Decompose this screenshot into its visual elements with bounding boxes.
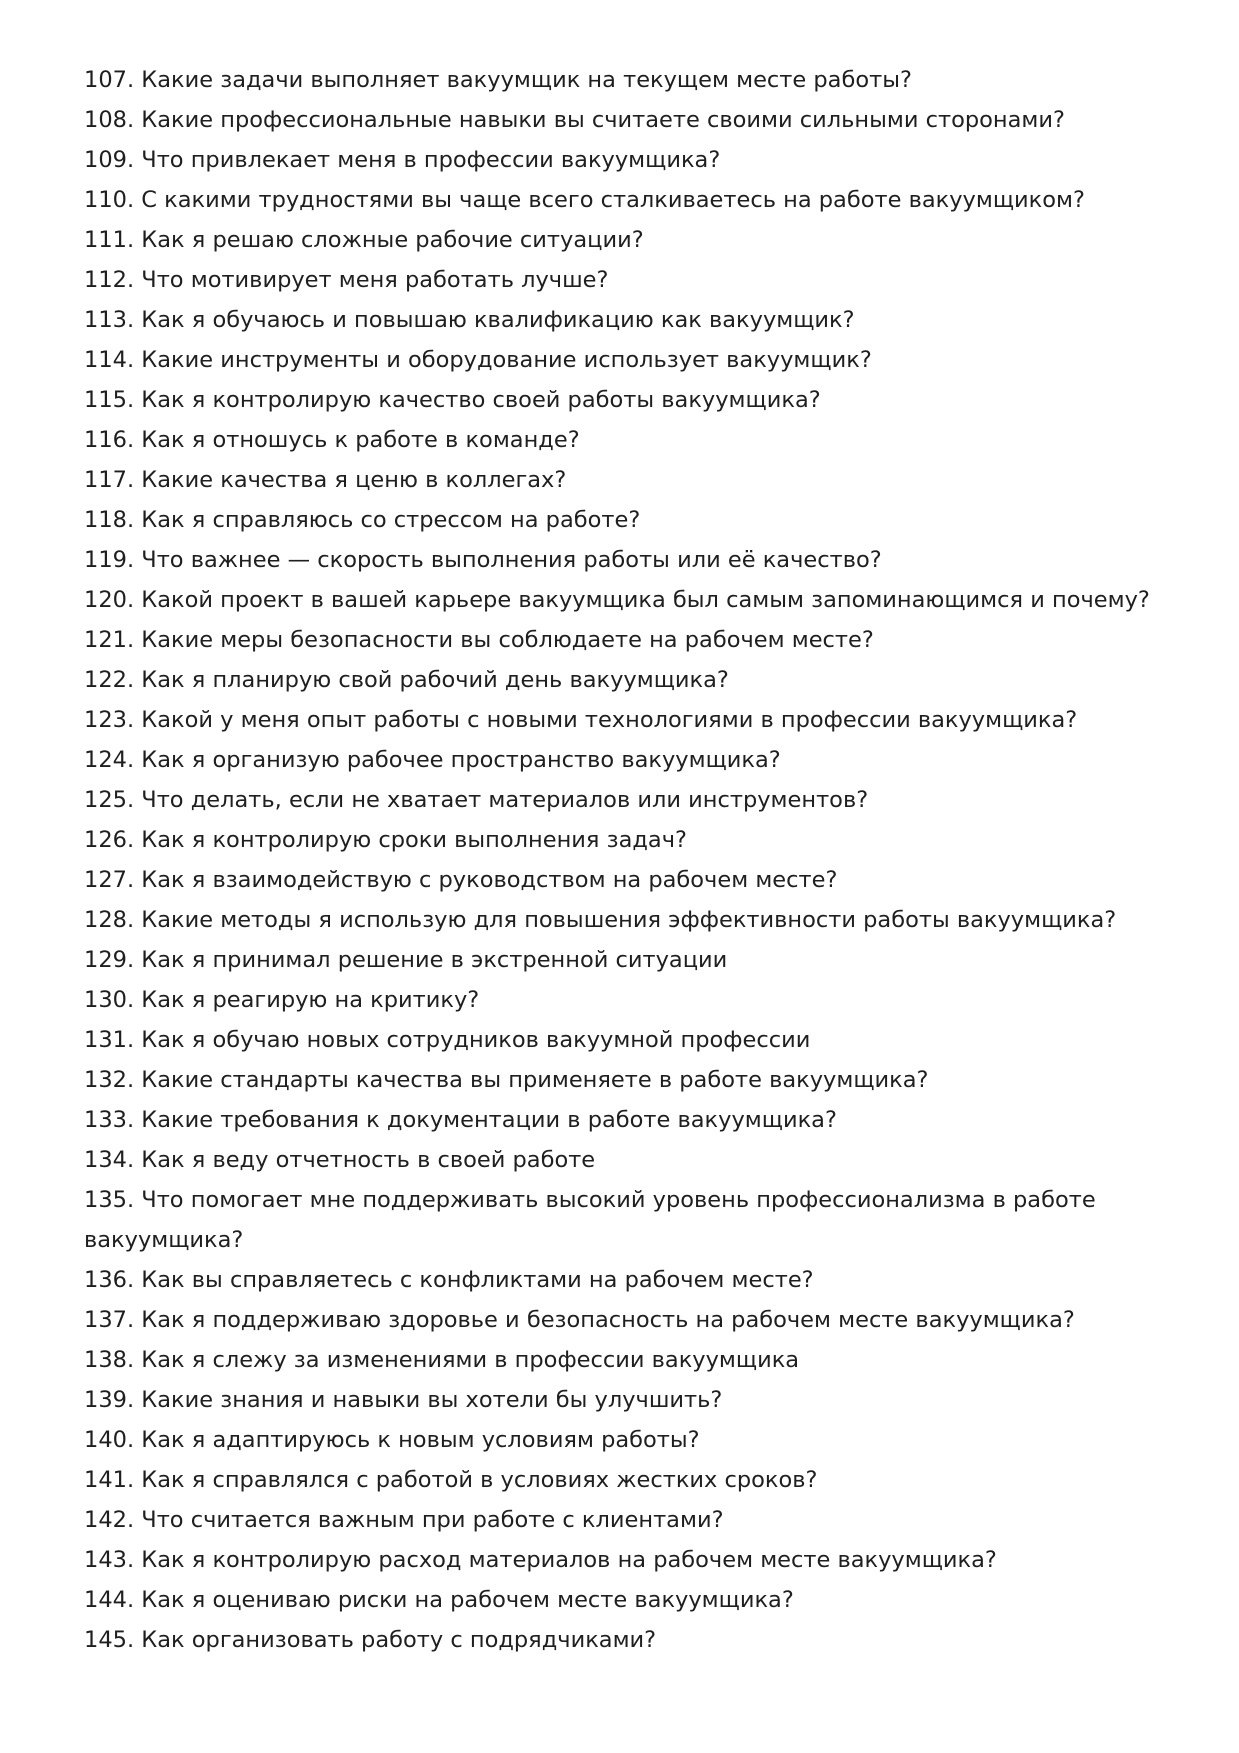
question-number: 142. [84,1507,135,1533]
question-text: Что мотивирует меня работать лучше? [141,267,609,293]
question-text: Как я поддерживаю здоровье и безопасность на рабочем месте вакуумщика? [141,1307,1075,1333]
question-number: 133. [84,1107,135,1133]
question-text: Что помогает мне поддерживать высокий уровень профессионализма в работе вакуумщика? [84,1187,1096,1253]
question-text: Как я адаптируюсь к новым условиям работы? [141,1427,700,1453]
question-number: 113. [84,307,135,333]
question-item [84,1380,1144,1420]
question-text: Как я контролирую расход материалов на рабочем месте вакуумщика? [141,1547,997,1573]
question-item [84,1580,1144,1620]
question-item [84,60,1144,100]
question-number: 118. [84,507,135,533]
question-text: Как организовать работу с подрядчиками? [141,1627,657,1653]
question-text: Какие стандарты качества вы применяете в работе вакуумщика? [141,1067,929,1093]
question-item [84,540,1144,580]
question-item [84,260,1144,300]
question-number: 140. [84,1427,135,1453]
question-number: 111. [84,227,135,253]
question-number: 139. [84,1387,135,1413]
question-number: 117. [84,467,135,493]
question-text: Какие задачи выполняет вакуумщик на текущем месте работы? [141,67,912,93]
document-page [84,60,1150,1660]
question-text: Что важнее — скорость выполнения работы или её качество? [141,547,882,573]
question-number: 145. [84,1627,135,1653]
question-number: 108. [84,107,135,133]
question-text: Как я организую рабочее пространство вакуумщика? [141,747,781,773]
question-number: 130. [84,987,135,1013]
question-text: Что считается важным при работе с клиентами? [141,1507,724,1533]
question-number: 127. [84,867,135,893]
question-item [84,1140,1144,1180]
question-text: Как я слежу за изменениями в профессии вакуумщика [141,1347,800,1373]
question-number: 119. [84,547,135,573]
question-text: Как я справляюсь со стрессом на работе? [141,507,641,533]
question-item [84,1500,1144,1540]
question-number: 126. [84,827,135,853]
question-item [84,580,1150,620]
question-item [84,1180,1144,1260]
question-number: 131. [84,1027,135,1053]
question-item [84,1100,1144,1140]
question-text: Как я принимал решение в экстренной ситуации [141,947,728,973]
question-text: Какой проект в вашей карьере вакуумщика был самым запоминающимся и почему? [141,587,1150,613]
question-number: 134. [84,1147,135,1173]
question-number: 121. [84,627,135,653]
question-text: Какие методы я использую для повышения эффективности работы вакуумщика? [141,907,1117,933]
question-item [84,740,1144,780]
question-text: Как я веду отчетность в своей работе [141,1147,596,1173]
question-number: 135. [84,1187,135,1213]
question-item [84,700,1144,740]
question-item [84,1340,1144,1380]
question-text: Как вы справляетесь с конфликтами на рабочем месте? [141,1267,814,1293]
question-number: 141. [84,1467,135,1493]
question-text: Как я отношусь к работе в команде? [141,427,580,453]
question-text: Какие профессиональные навыки вы считаете своими сильными сторонами? [141,107,1065,133]
question-item [84,180,1144,220]
question-number: 116. [84,427,135,453]
question-text: Какие инструменты и оборудование использует вакуумщик? [141,347,872,373]
question-text: Что привлекает меня в профессии вакуумщика? [141,147,721,173]
question-number: 123. [84,707,135,733]
question-item [84,980,1144,1020]
question-text: Как я планирую свой рабочий день вакуумщика? [141,667,729,693]
question-number: 132. [84,1067,135,1093]
question-list [84,60,1150,1660]
question-item [84,100,1144,140]
question-number: 120. [84,587,135,613]
question-item [84,1460,1144,1500]
question-text: Как я оцениваю риски на рабочем месте вакуумщика? [141,1587,794,1613]
question-item [84,420,1144,460]
question-item [84,1420,1144,1460]
question-number: 107. [84,67,135,93]
question-number: 124. [84,747,135,773]
question-item [84,820,1144,860]
question-text: Какие качества я ценю в коллегах? [141,467,567,493]
question-number: 138. [84,1347,135,1373]
question-item [84,900,1144,940]
question-item [84,1300,1144,1340]
question-number: 114. [84,347,135,373]
question-item [84,1620,1144,1660]
question-text: С какими трудностями вы чаще всего сталкиваетесь на работе вакуумщиком? [141,187,1085,213]
question-text: Как я решаю сложные рабочие ситуации? [141,227,644,253]
question-item [84,940,1144,980]
question-item [84,1060,1144,1100]
question-text: Какой у меня опыт работы с новыми технологиями в профессии вакуумщика? [141,707,1078,733]
question-item [84,300,1144,340]
question-number: 128. [84,907,135,933]
question-item [84,500,1144,540]
question-text: Как я обучаю новых сотрудников вакуумной профессии [141,1027,811,1053]
question-number: 109. [84,147,135,173]
question-number: 110. [84,187,135,213]
question-item [84,340,1144,380]
question-number: 115. [84,387,135,413]
question-item [84,1540,1144,1580]
question-item [84,140,1144,180]
question-item [84,780,1144,820]
question-item [84,620,1144,660]
question-number: 112. [84,267,135,293]
question-item [84,1020,1144,1060]
question-number: 136. [84,1267,135,1293]
question-text: Какие требования к документации в работе вакуумщика? [141,1107,837,1133]
question-item [84,660,1144,700]
question-item [84,220,1144,260]
question-text: Как я контролирую качество своей работы вакуумщика? [141,387,821,413]
question-text: Как я реагирую на критику? [141,987,480,1013]
question-item [84,1260,1144,1300]
question-text: Как я обучаюсь и повышаю квалификацию как вакуумщик? [141,307,855,333]
question-text: Какие меры безопасности вы соблюдаете на рабочем месте? [141,627,874,653]
question-item [84,860,1144,900]
question-number: 137. [84,1307,135,1333]
question-number: 122. [84,667,135,693]
question-text: Что делать, если не хватает материалов или инструментов? [141,787,869,813]
question-number: 129. [84,947,135,973]
question-text: Как я контролирую сроки выполнения задач? [141,827,687,853]
question-number: 144. [84,1587,135,1613]
question-number: 143. [84,1547,135,1573]
question-text: Какие знания и навыки вы хотели бы улучшить? [141,1387,723,1413]
question-number: 125. [84,787,135,813]
question-item [84,460,1144,500]
question-text: Как я взаимодействую с руководством на рабочем месте? [141,867,838,893]
question-item [84,380,1144,420]
question-text: Как я справлялся с работой в условиях жестких сроков? [141,1467,818,1493]
